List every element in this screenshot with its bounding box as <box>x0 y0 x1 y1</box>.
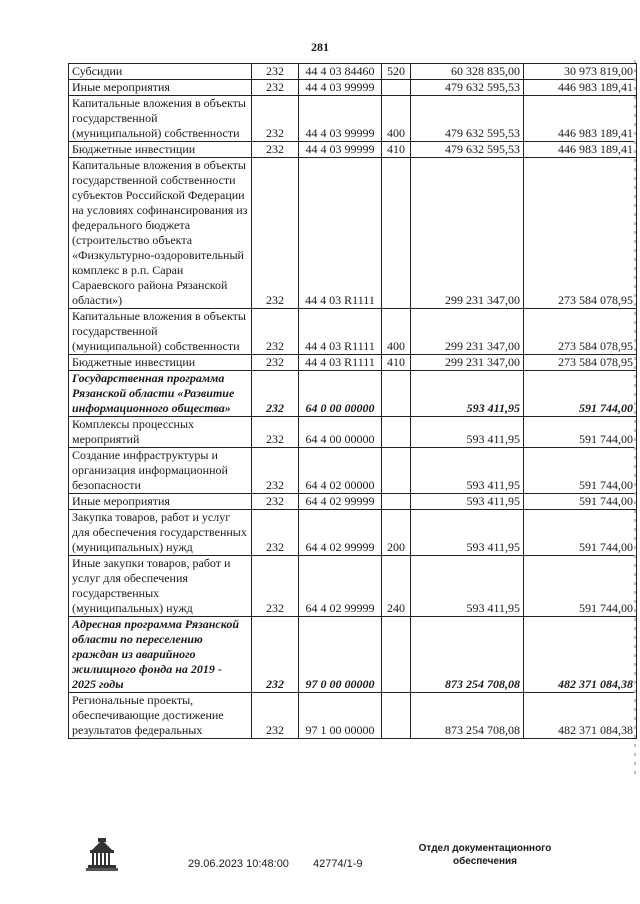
cell-v1: 593 411,95 <box>411 448 524 494</box>
cell-gr: 232 <box>252 510 299 556</box>
cell-v2: 591 744,00 <box>524 417 637 448</box>
cell-name: Иные мероприятия <box>69 80 252 96</box>
cell-name: Создание инфраструктуры и организация информационной безопасности <box>69 448 252 494</box>
cell-gr: 232 <box>252 96 299 142</box>
table-row <box>69 355 637 371</box>
cell-v1: 593 411,95 <box>411 371 524 417</box>
table-row <box>69 142 637 158</box>
footer-department-line2: обеспечения <box>452 856 518 867</box>
table-row <box>69 448 637 494</box>
cell-csr: 44 4 03 99999 <box>299 96 382 142</box>
cell-name: Адресная программа Рязанской области по переселению граждан из аварийного жилищного фонда на 2019 - 2025 годы <box>69 617 252 693</box>
cell-gr: 232 <box>252 80 299 96</box>
footer-doc-number: 42774/1-9 <box>313 858 363 870</box>
cell-gr: 232 <box>252 309 299 355</box>
cell-name: Иные мероприятия <box>69 494 252 510</box>
cell-v2: 273 584 078,95 <box>524 355 637 371</box>
cell-vr <box>382 693 411 739</box>
cell-vr: 200 <box>382 510 411 556</box>
cell-vr <box>382 494 411 510</box>
table-row <box>69 96 637 142</box>
cell-vr <box>382 158 411 309</box>
table-row <box>69 158 637 309</box>
table-row <box>69 556 637 617</box>
cell-v1: 479 632 595,53 <box>411 142 524 158</box>
cell-v1: 593 411,95 <box>411 510 524 556</box>
table-row <box>69 693 637 739</box>
cell-gr: 232 <box>252 417 299 448</box>
table-row <box>69 417 637 448</box>
cell-gr: 232 <box>252 556 299 617</box>
cell-csr: 64 4 02 99999 <box>299 494 382 510</box>
cell-name: Иные закупки товаров, работ и услуг для обеспечения государственных (муниципальных) нужд <box>69 556 252 617</box>
budget-table <box>68 63 637 739</box>
footer-date: 29.06.2023 10:48:00 <box>188 858 289 870</box>
cell-v2: 591 744,00 <box>524 510 637 556</box>
cell-vr: 400 <box>382 309 411 355</box>
scan-edge-artifact <box>634 60 636 780</box>
cell-vr <box>382 417 411 448</box>
cell-v1: 479 632 595,53 <box>411 80 524 96</box>
cell-v2: 482 371 084,38 <box>524 617 637 693</box>
cell-csr: 44 4 03 99999 <box>299 80 382 96</box>
table-row <box>69 617 637 693</box>
cell-v1: 60 328 835,00 <box>411 64 524 80</box>
cell-name: Капитальные вложения в объекты государственной (муниципальной) собственности <box>69 96 252 142</box>
cell-vr <box>382 617 411 693</box>
cell-v2: 482 371 084,38 <box>524 693 637 739</box>
cell-csr: 97 0 00 00000 <box>299 617 382 693</box>
cell-csr: 44 4 03 84460 <box>299 64 382 80</box>
table-row <box>69 494 637 510</box>
cell-vr <box>382 80 411 96</box>
cell-vr <box>382 371 411 417</box>
cell-v2: 591 744,00 <box>524 448 637 494</box>
cell-name: Бюджетные инвестиции <box>69 142 252 158</box>
cell-gr: 232 <box>252 693 299 739</box>
cell-vr: 240 <box>382 556 411 617</box>
cell-v2: 591 744,00 <box>524 494 637 510</box>
cell-csr: 64 0 00 00000 <box>299 371 382 417</box>
cell-v2: 446 983 189,41 <box>524 142 637 158</box>
cell-v2: 446 983 189,41 <box>524 96 637 142</box>
table-row <box>69 371 637 417</box>
cell-csr: 44 4 03 R1111 <box>299 309 382 355</box>
cell-gr: 232 <box>252 64 299 80</box>
cell-name: Закупка товаров, работ и услуг для обеспечения государственных (муниципальных) нужд <box>69 510 252 556</box>
table-row <box>69 510 637 556</box>
cell-csr: 64 4 00 00000 <box>299 417 382 448</box>
cell-gr: 232 <box>252 617 299 693</box>
budget-table-body <box>69 64 637 739</box>
cell-csr: 44 4 03 99999 <box>299 142 382 158</box>
cell-name: Капитальные вложения в объекты государственной собственности субъектов Российской Федерации на условиях софинансирования из федерального бюджета (строительство объекта «Физкультурно-оздоровительный комплекс в р.п. Сараи Сараевского района Рязанской области») <box>69 158 252 309</box>
table-row <box>69 80 637 96</box>
cell-csr: 64 4 02 99999 <box>299 510 382 556</box>
cell-gr: 232 <box>252 158 299 309</box>
cell-vr: 400 <box>382 96 411 142</box>
page-number: 281 <box>311 40 329 54</box>
cell-name: Субсидии <box>69 64 252 80</box>
cell-vr <box>382 448 411 494</box>
cell-vr: 410 <box>382 355 411 371</box>
cell-v1: 299 231 347,00 <box>411 158 524 309</box>
cell-v2: 30 973 819,00 <box>524 64 637 80</box>
duma-building-emblem-icon <box>84 838 120 874</box>
cell-gr: 232 <box>252 494 299 510</box>
cell-gr: 232 <box>252 371 299 417</box>
cell-name: Капитальные вложения в объекты государственной (муниципальной) собственности <box>69 309 252 355</box>
cell-v2: 273 584 078,95 <box>524 309 637 355</box>
cell-csr: 44 4 03 R1111 <box>299 355 382 371</box>
cell-v1: 593 411,95 <box>411 494 524 510</box>
cell-csr: 64 4 02 00000 <box>299 448 382 494</box>
cell-v2: 591 744,00 <box>524 556 637 617</box>
cell-name: Комплексы процессных мероприятий <box>69 417 252 448</box>
cell-v2: 273 584 078,95 <box>524 158 637 309</box>
cell-name: Региональные проекты, обеспечивающие достижение результатов федеральных <box>69 693 252 739</box>
cell-v1: 299 231 347,00 <box>411 355 524 371</box>
cell-v2: 591 744,00 <box>524 371 637 417</box>
cell-csr: 44 4 03 R1111 <box>299 158 382 309</box>
cell-v2: 446 983 189,41 <box>524 80 637 96</box>
table-row <box>69 309 637 355</box>
cell-vr: 410 <box>382 142 411 158</box>
footer-department <box>400 842 570 868</box>
cell-gr: 232 <box>252 142 299 158</box>
cell-v1: 299 231 347,00 <box>411 309 524 355</box>
cell-name: Государственная программа Рязанской области «Развитие информационного общества» <box>69 371 252 417</box>
cell-v1: 479 632 595,53 <box>411 96 524 142</box>
table-row <box>69 64 637 80</box>
cell-v1: 873 254 708,08 <box>411 693 524 739</box>
cell-vr: 520 <box>382 64 411 80</box>
footer-department-line1: Отдел документационного <box>418 843 552 854</box>
cell-name: Бюджетные инвестиции <box>69 355 252 371</box>
cell-gr: 232 <box>252 448 299 494</box>
cell-csr: 97 1 00 00000 <box>299 693 382 739</box>
cell-v1: 593 411,95 <box>411 417 524 448</box>
cell-gr: 232 <box>252 355 299 371</box>
cell-csr: 64 4 02 99999 <box>299 556 382 617</box>
cell-v1: 873 254 708,08 <box>411 617 524 693</box>
cell-v1: 593 411,95 <box>411 556 524 617</box>
